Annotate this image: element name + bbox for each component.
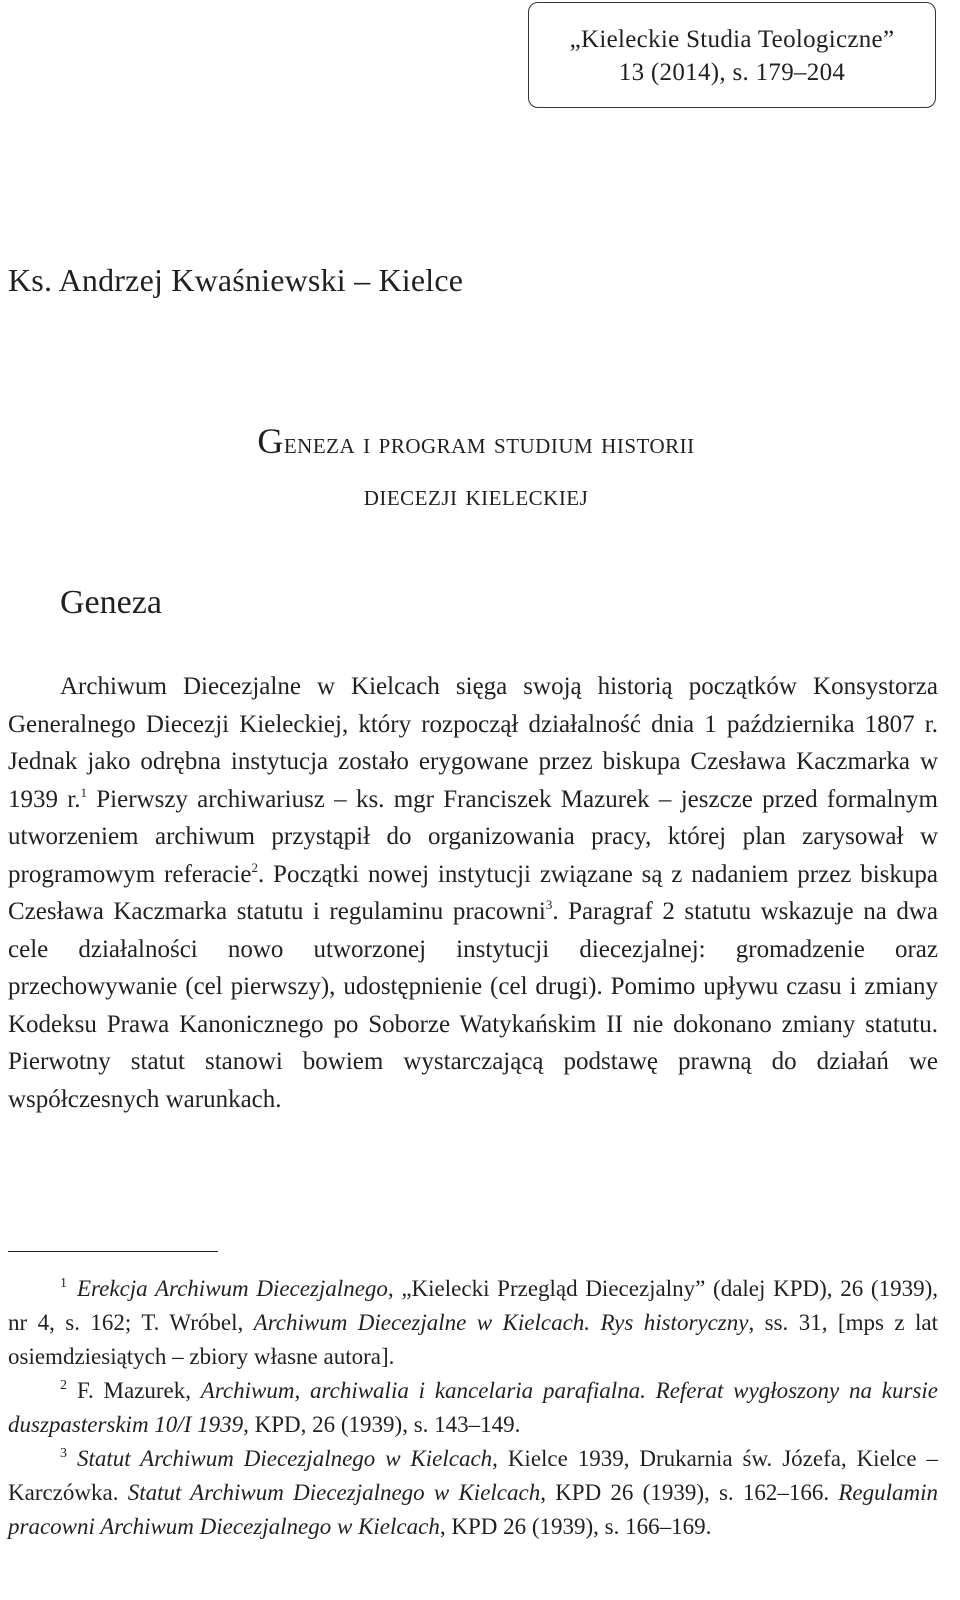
footnote-divider: [8, 1251, 218, 1252]
footnote-ref-1: 1: [80, 784, 87, 800]
footnote-ref-3: 3: [545, 897, 553, 912]
body-text-4: . Paragraf 2 statutu wskazuje na dwa cele działalności nowo utworzonej instytucji diecezjalnej: gromadzenie oraz przechowywanie (cel pierwszy), udostępnienie (cel drugi). Pomimo upływu czasu i zmiany Kodeksu Prawa Kanonicznego po Soborze Watykańskim II nie dokonano zmiany statutu. Pierwotny statut stanowi bowiem wystarczającą podstawę prawną do działań we współczesnych warunkach.: [8, 898, 938, 1113]
title-line-1-rest: eneza i program studium historii: [283, 427, 695, 460]
footnote-text: Statut Archiwum Diecezjalnego w Kielcach: [127, 1480, 541, 1505]
footnote-text: „Kielecki Przegląd Diecezjalny” (dalej KPD), 26 (1939), nr 4, s. 162; T. Wróbel,: [8, 1276, 938, 1335]
footnote-number: 2: [60, 1378, 67, 1393]
article-title-line-2: diecezji kieleckiej: [363, 479, 589, 512]
footnote-text: Regulamin pracowni Archiwum Diecezjalnego w Kielcach: [8, 1480, 939, 1539]
footnote-text: , KPD 26 (1939), s. 162–166.: [540, 1480, 839, 1505]
footnote-text: F. Mazurek,: [77, 1378, 201, 1403]
journal-name: „Kieleckie Studia Teologiczne”: [569, 26, 895, 53]
footnotes: [8, 1272, 938, 1544]
footnote-text: Statut Archiwum Diecezjalnego w Kielcach: [77, 1446, 493, 1471]
footnote-2: [8, 1374, 938, 1442]
footnote-ref-2: 2: [251, 859, 258, 875]
footnote-text: , ss. 31, [mps z lat osiemdziesiątych – zbiory własne autora].: [8, 1310, 938, 1369]
footnote-number: 3: [60, 1446, 67, 1461]
footnote-text: , Kielce 1939, Drukarnia św. Józefa, Kielce – Karczówka.: [8, 1446, 938, 1505]
footnote-text: , KPD 26 (1939), s. 166–169.: [439, 1514, 712, 1539]
footnote-3: [8, 1442, 938, 1544]
footnote-number: 1: [60, 1276, 67, 1291]
footnote-text: Archiwum Diecezjalne w Kielcach. Rys historyczny: [253, 1310, 749, 1335]
journal-citation-box: [528, 2, 936, 108]
article-title: [0, 415, 952, 522]
body-paragraph: [8, 668, 938, 1118]
body-text-1: Archiwum Diecezjalne w Kielcach sięga swoją historią początków Konsystorza Generalnego Diecezji Kieleckiej, który rozpoczął działalność dnia 1 października 1807 r. Jednak jako odrębna instytucja zostało erygowane przez biskupa Czesława Kaczmarka w 1939 r.: [8, 673, 938, 813]
body-text-3: . Początki nowej instytucji związane są z nadaniem przez biskupa Czesława Kaczmarka statutu i regulaminu pracowni: [8, 860, 938, 925]
article-author: Ks. Andrzej Kwaśniewski – Kielce: [8, 262, 464, 298]
footnote-text: , KPD, 26 (1939), s. 143–149.: [243, 1412, 521, 1437]
footnote-1: [8, 1272, 938, 1374]
body-text-2: Pierwszy archiwariusz – ks. mgr Franciszek Mazurek – jeszcze przed formalnym utworzeniem archiwum przystąpił do organizowania pracy, której plan zarysował w programowym referacie: [8, 785, 939, 888]
footnote-text: Erekcja Archiwum Diecezjalnego,: [77, 1276, 394, 1301]
title-initial: G: [257, 421, 284, 461]
article-title-line-1: [0, 415, 952, 470]
section-heading: Geneza: [60, 584, 162, 621]
footnote-text: Archiwum, archiwalia i kancelaria parafialna. Referat wygłoszony na kursie duszpasterskim 10/I 1939: [8, 1378, 938, 1437]
journal-volume: 13 (2014), s. 179–204: [618, 59, 846, 86]
